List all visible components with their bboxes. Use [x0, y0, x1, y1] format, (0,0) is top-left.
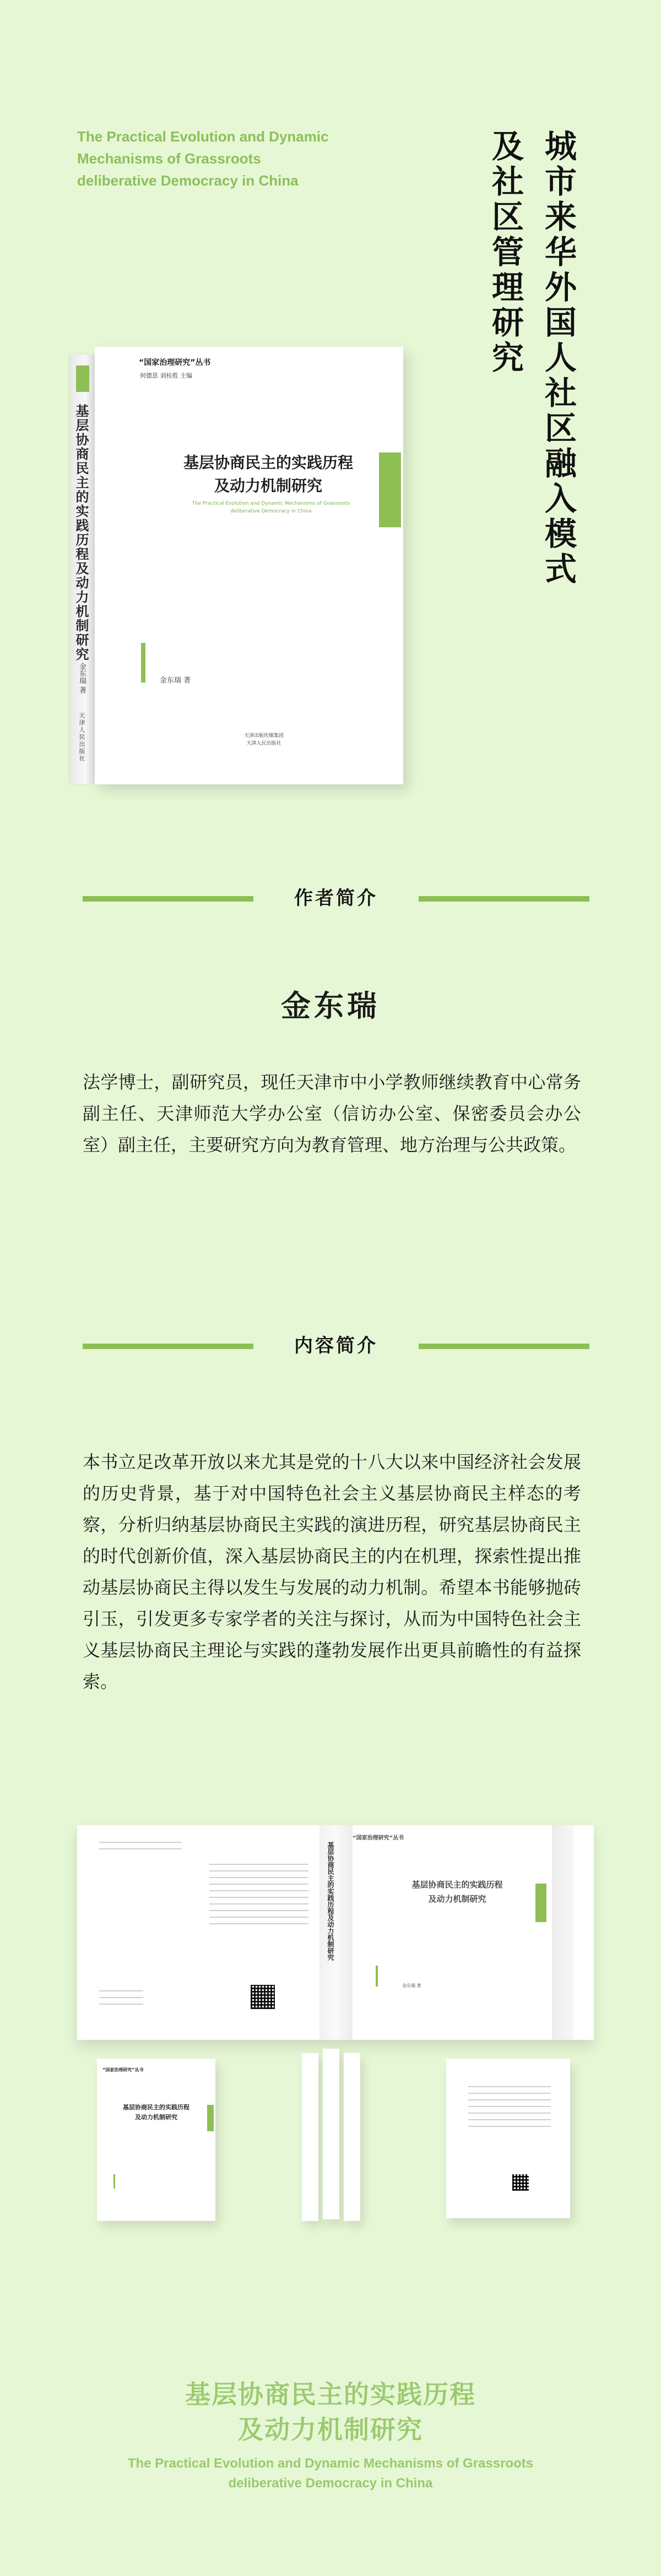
footer-english: [83, 2454, 578, 2493]
english-subtitle-line: The Practical Evolution and Dynamic: [77, 128, 329, 145]
back-flap-text: [99, 1842, 182, 1855]
mini-barcode-icon: [512, 2174, 529, 2191]
cover-green-bar: [379, 452, 401, 527]
section-divider-left: [83, 896, 253, 902]
cover-left-green-bar: [141, 643, 145, 683]
spine-green-mark: [76, 365, 89, 392]
mini-front-cover: [97, 2059, 215, 2221]
section-label: 作者简介: [294, 887, 378, 909]
book-title: [177, 451, 359, 498]
spine-title: 基层协商民主的实践历程及动力机制研究: [73, 404, 89, 662]
book-series: “国家治理研究”丛书: [139, 358, 211, 367]
spine-mockup-1: [302, 2053, 318, 2221]
mini-back-text: [468, 2086, 551, 2130]
author-name: 金东瑞: [281, 989, 380, 1023]
spine-mockup-3: [344, 2053, 360, 2221]
spread-green-bar: [535, 1884, 546, 1922]
section-divider-left: [83, 1344, 253, 1349]
section-label: 内容简介: [294, 1335, 378, 1357]
book-english-line2: deliberative Democracy in China: [230, 509, 312, 514]
spread-author: 金东瑞 著: [402, 1983, 421, 1988]
english-subtitle-line: Mechanisms of Grassroots: [77, 150, 261, 167]
spread-left-green-bar: [376, 1966, 378, 1986]
book-spread-mockup: [77, 1825, 594, 2040]
book-author: 金东瑞 著: [160, 676, 191, 685]
footer-title: [83, 2377, 578, 2447]
book-english-title: [183, 500, 359, 515]
section-divider-right: [419, 1344, 589, 1349]
footer-english-line1: The Practical Evolution and Dynamic Mechanisms of Grassroots: [127, 2456, 534, 2471]
mini-green-bar: [207, 2105, 214, 2131]
mini-back-cover: [446, 2059, 570, 2218]
section-header-content: [83, 1335, 589, 1357]
mini-title-line1: 基层协商民主的实践历程: [123, 2104, 189, 2111]
publisher-line2: 天津人民出版社: [246, 741, 281, 746]
section-divider-right: [419, 896, 589, 902]
footer-title-line2: 及动力机制研究: [238, 2415, 423, 2444]
book-3d-cover: [71, 347, 408, 784]
footer-title-line1: 基层协商民主的实践历程: [185, 2379, 476, 2409]
footer-english-line2: deliberative Democracy in China: [228, 2476, 433, 2491]
spread-title: [391, 1878, 523, 1906]
spread-series: “国家治理研究”丛书: [353, 1835, 404, 1841]
spread-spine-title: 基层协商民主的实践历程及动力机制研究: [327, 1842, 334, 1961]
back-flap-info: [99, 1990, 143, 2006]
publisher-line1: 天津出版传媒集团: [243, 733, 284, 739]
content-summary: 本书立足改革开放以来尤其是党的十八大以来中国经济社会发展的历史背景，基于对中国特色社会主义基层协商民主样态的考察，分析归纳基层协商民主实践的演进历程，研究基层协商民主的时代创新价值，深入基层协商民主的内在机理，探索性提出推动基层协商民主得以发生与发展的动力机制。希望本书能够抛砖引玉，引发更多专家学者的关注与探讨，从而为中国特色社会主义基层协商民主理论与实践的蓬勃发展作出更具前瞻性的有益探索。: [83, 1451, 581, 1692]
spread-title-line1: 基层协商民主的实践历程: [411, 1880, 503, 1890]
barcode-icon: [251, 1985, 275, 2009]
spine-mockup-2: [323, 2049, 339, 2219]
vertical-title-line1: 城市来华外国人社区融入模式: [539, 129, 577, 587]
book-front-cover: [95, 347, 403, 784]
spine-publisher: 天津人民出版社: [78, 712, 85, 762]
spine-author: 金东瑞 著: [78, 663, 86, 694]
book-spine: [71, 354, 95, 784]
back-cover-text: [209, 1864, 308, 1930]
mini-series: “国家治理研究”丛书: [102, 2067, 144, 2072]
book-editors: 何德思 刘桂胜 主编: [140, 372, 192, 379]
english-subtitle-line: deliberative Democracy in China: [77, 172, 299, 189]
book-english-line1: The Practical Evolution and Dynamic Mechanisms of Grassroots: [192, 501, 350, 506]
book-title-line1: 基层协商民主的实践历程: [183, 454, 353, 472]
english-subtitle: [77, 125, 364, 192]
mini-title-line2: 及动力机制研究: [135, 2114, 177, 2121]
book-publisher: [239, 732, 289, 747]
mini-title: [108, 2103, 204, 2122]
spread-spine: [319, 1825, 353, 2040]
section-header-author: [83, 887, 589, 909]
vertical-title-line2: 及社区管理研究: [486, 129, 524, 376]
spread-flap-fold: [552, 1825, 574, 2040]
author-bio: 法学博士，副研究员，现任天津市中小学教师继续教育中心常务副主任、天津师范大学办公室（信访办公室、保密委员会办公室）副主任，主要研究方向为教育管理、地方治理与公共政策。: [83, 1072, 581, 1155]
spread-title-line2: 及动力机制研究: [428, 1894, 486, 1904]
mini-left-bar: [113, 2174, 115, 2188]
book-title-line2: 及动力机制研究: [214, 477, 322, 495]
